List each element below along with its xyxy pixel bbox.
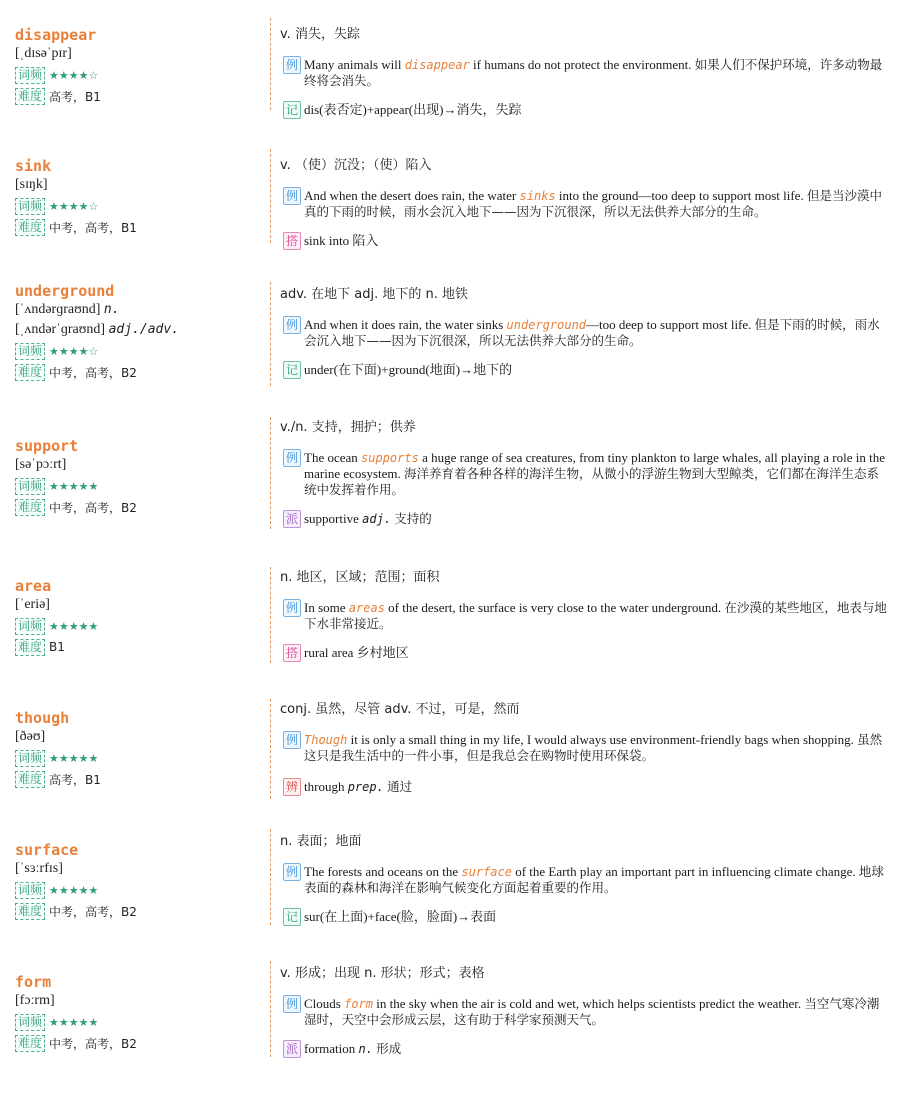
- difficulty-row: [15, 217, 255, 237]
- frequency-stars: ★★★★☆: [49, 199, 99, 213]
- example-badge-icon: 例: [283, 449, 301, 467]
- derivative-badge-icon: 派: [283, 510, 301, 528]
- collocation-text: sink into 陷入: [304, 233, 379, 248]
- example-translation: 地球表面的森林和海洋在影响气候变化方面起着重要的作用。: [304, 864, 884, 895]
- example-badge-icon: 例: [283, 316, 301, 334]
- entry-body: [280, 833, 890, 925]
- example-text-after: —too deep to support most life.: [586, 317, 755, 332]
- frequency-row: [15, 65, 255, 85]
- phonetic: [ðəʊ]: [15, 729, 46, 744]
- frequency-tag: 词频: [15, 618, 45, 635]
- example-text-after: of the Earth play an important part in influencing climate change.: [511, 864, 859, 879]
- difficulty-tag: 难度: [15, 499, 45, 516]
- example-highlight: supports: [361, 451, 419, 465]
- headword[interactable]: area: [15, 577, 52, 595]
- difficulty-value: 中考，高考，B2: [49, 500, 137, 515]
- derivative: [280, 511, 890, 527]
- example-text-before: The forests and oceans on the: [304, 864, 462, 879]
- distinguish-word: through: [304, 779, 345, 794]
- example-highlight: sinks: [519, 189, 556, 203]
- derivative-meaning: 形成: [376, 1041, 402, 1056]
- difficulty-row: [15, 1033, 255, 1053]
- difficulty-row: [15, 769, 255, 789]
- frequency-tag: 词频: [15, 1014, 45, 1031]
- headword[interactable]: support: [15, 437, 79, 455]
- frequency-row: [15, 748, 255, 768]
- example-text-before: And when it does rain, the water sinks: [304, 317, 507, 332]
- example-sentence: [280, 732, 890, 764]
- entry-body: [280, 157, 890, 249]
- headword[interactable]: though: [15, 709, 70, 727]
- example-text-after: into the ground—too deep to support most life.: [555, 188, 807, 203]
- derivative-meaning: 支持的: [394, 511, 432, 526]
- memory-text: under(在下面)+ground(地面)→地下的: [304, 362, 513, 377]
- example-highlight: surface: [461, 865, 512, 879]
- example-sentence: [280, 57, 890, 89]
- entry-body: [280, 286, 890, 378]
- entry-head: [15, 437, 255, 517]
- derivative: [280, 1041, 890, 1057]
- difficulty-value: B1: [49, 640, 65, 654]
- example-highlight: Though: [304, 733, 348, 747]
- entry-divider: [270, 282, 271, 386]
- definition: n. 表面；地面: [280, 834, 362, 849]
- frequency-tag: 词频: [15, 343, 45, 360]
- entry-divider: [270, 18, 271, 110]
- phonetic: [ˈsɜːrfɪs]: [15, 861, 63, 876]
- frequency-row: [15, 1012, 255, 1032]
- difficulty-value: 高考，B1: [49, 772, 101, 787]
- word-entry: [0, 26, 900, 126]
- entry-divider: [270, 699, 271, 799]
- distinguish-pos: prep.: [347, 780, 384, 794]
- example-text-after: a huge range of sea creatures, from tiny plankton to large whales, all playing a role in the marine ecosystem.: [304, 450, 885, 481]
- example-badge-icon: 例: [283, 56, 301, 74]
- entry-body: [280, 26, 890, 118]
- headword[interactable]: sink: [15, 157, 52, 175]
- definition: v./n. 支持，拥护；供养: [280, 420, 416, 435]
- frequency-stars: ★★★★☆: [49, 344, 99, 358]
- entry-divider: [270, 961, 271, 1057]
- difficulty-tag: 难度: [15, 903, 45, 920]
- word-entry: [0, 282, 900, 392]
- definition: adv. 在地下 adj. 地下的 n. 地铁: [280, 287, 469, 302]
- difficulty-value: 中考，高考，B2: [49, 365, 137, 380]
- example-translation: 但是下雨的时候，雨水会沉入地下——因为下沉很深，所以无法供养大部分的生命。: [304, 317, 880, 348]
- entry-divider: [270, 567, 271, 663]
- frequency-stars: ★★★★★: [49, 883, 99, 897]
- definition: v. 消失，失踪: [280, 27, 360, 42]
- phonetic-adj-pos: adj./adv.: [108, 322, 180, 337]
- entry-head: [15, 26, 255, 106]
- entry-head: [15, 157, 255, 237]
- frequency-stars: ★★★★★: [49, 619, 99, 633]
- difficulty-tag: 难度: [15, 1035, 45, 1052]
- example-highlight: areas: [348, 601, 385, 615]
- example-sentence: [280, 188, 890, 220]
- word-entry: [0, 966, 900, 1073]
- definition: v. 形成；出现 n. 形状；形式；表格: [280, 966, 485, 981]
- example-translation: 虽然这只是我生活中的一件小事，但是我总会在购物时使用环保袋。: [304, 732, 883, 763]
- phonetic: [səˈpɔːrt]: [15, 457, 67, 472]
- collocation-text: rural area 乡村地区: [304, 645, 409, 660]
- difficulty-tag: 难度: [15, 364, 45, 381]
- phonetic: [ˌdɪsəˈpɪr]: [15, 46, 72, 61]
- difficulty-value: 中考，高考，B2: [49, 1036, 137, 1051]
- example-translation: 如果人们不保护环境，许多动物最终将会消失。: [304, 57, 883, 88]
- entry-body: [280, 701, 890, 795]
- distinguish: [280, 779, 890, 795]
- example-text-before: Many animals will: [304, 57, 405, 72]
- memory-tip: [280, 362, 890, 378]
- difficulty-row: [15, 637, 255, 657]
- collocation-badge-icon: 搭: [283, 232, 301, 250]
- definition: v. （使）沉没；（使）陷入: [280, 158, 432, 173]
- frequency-row: [15, 341, 255, 361]
- phonetic-noun-pos: n.: [103, 302, 120, 317]
- example-highlight: form: [344, 997, 373, 1011]
- entry-head: [15, 709, 255, 789]
- difficulty-tag: 难度: [15, 219, 45, 236]
- entry-divider: [270, 417, 271, 529]
- difficulty-value: 中考，高考，B1: [49, 220, 137, 235]
- phonetic: [fɔːrm]: [15, 993, 55, 1008]
- frequency-row: [15, 476, 255, 496]
- example-translation: 在沙漠的某些地区，地表与地下水非常接近。: [304, 600, 887, 631]
- frequency-tag: 词频: [15, 198, 45, 215]
- entry-divider: [270, 149, 271, 243]
- frequency-tag: 词频: [15, 882, 45, 899]
- headword[interactable]: underground: [15, 282, 115, 300]
- memory-badge-icon: 记: [283, 101, 301, 119]
- word-entry: [0, 157, 900, 257]
- example-badge-icon: 例: [283, 863, 301, 881]
- word-entry: [0, 834, 900, 941]
- frequency-stars: ★★★★★: [49, 479, 99, 493]
- difficulty-row: [15, 901, 255, 921]
- example-badge-icon: 例: [283, 599, 301, 617]
- example-text-after: of the desert, the surface is very close to the water underground.: [384, 600, 725, 615]
- memory-tip: [280, 102, 890, 118]
- entry-head: [15, 841, 255, 921]
- example-translation: 海洋养育着各种各样的海洋生物，从微小的浮游生物到大型鲸类，它们都在海洋生态系统中发挥着作用。: [304, 466, 880, 497]
- example-text-before: Clouds: [304, 996, 345, 1011]
- derivative-pos: adj.: [362, 512, 392, 526]
- example-text-after: if humans do not protect the environment.: [469, 57, 695, 72]
- example-highlight: underground: [506, 318, 587, 332]
- definition: n. 地区，区域；范围；面积: [280, 570, 440, 585]
- collocation: [280, 233, 890, 249]
- difficulty-tag: 难度: [15, 88, 45, 105]
- phonetic-alt: [15, 320, 255, 340]
- example-badge-icon: 例: [283, 731, 301, 749]
- example-text-before: In some: [304, 600, 349, 615]
- difficulty-value: 中考，高考，B2: [49, 904, 137, 919]
- phonetic: [sɪŋk]: [15, 177, 48, 192]
- frequency-row: [15, 880, 255, 900]
- example-sentence: [280, 864, 890, 896]
- frequency-stars: ★★★★☆: [49, 68, 99, 82]
- frequency-tag: 词频: [15, 750, 45, 767]
- example-text-before: The ocean: [304, 450, 362, 465]
- frequency-row: [15, 196, 255, 216]
- difficulty-value: 高考，B1: [49, 89, 101, 104]
- difficulty-row: [15, 497, 255, 517]
- definition: conj. 虽然，尽管 adv. 不过，可是，然而: [280, 702, 520, 717]
- memory-text: sur(在上面)+face(脸，脸面)→表面: [304, 909, 497, 924]
- frequency-stars: ★★★★★: [49, 1015, 99, 1029]
- phonetic-noun: [ˈʌndərɡraʊnd]: [15, 302, 101, 317]
- example-highlight: disappear: [404, 58, 470, 72]
- example-translation: 当空气寒冷潮湿时，天空中会形成云层，这有助于科学家预测天气。: [304, 996, 880, 1027]
- phonetic: [ˈeriə]: [15, 597, 50, 612]
- phonetic-adj: [ˌʌndərˈɡraʊnd]: [15, 322, 106, 337]
- word-entry: [0, 420, 900, 547]
- memory-badge-icon: 记: [283, 908, 301, 926]
- example-sentence: [280, 317, 890, 349]
- headword[interactable]: surface: [15, 841, 79, 859]
- derivative-word: formation: [304, 1041, 356, 1056]
- derivative-pos: n.: [358, 1042, 373, 1056]
- example-text-after: in the sky when the air is cold and wet, which helps scientists predict the weather.: [373, 996, 805, 1011]
- difficulty-tag: 难度: [15, 771, 45, 788]
- example-sentence: [280, 600, 890, 632]
- example-text-after: it is only a small thing in my life, I would always use environment-friendly bags when shopping.: [347, 732, 858, 747]
- collocation: [280, 645, 890, 661]
- difficulty-row: [15, 362, 255, 382]
- derivative-badge-icon: 派: [283, 1040, 301, 1058]
- entry-body: [280, 965, 890, 1057]
- entry-divider: [270, 829, 271, 925]
- frequency-row: [15, 616, 255, 636]
- headword[interactable]: form: [15, 973, 52, 991]
- phonetic: [15, 300, 255, 320]
- derivative-word: supportive: [304, 511, 359, 526]
- example-translation: 但是当沙漠中真的下雨的时候，雨水会沉入地下——因为下沉很深，所以无法供养大部分的生命。: [304, 188, 882, 219]
- example-sentence: [280, 450, 890, 498]
- entry-head: [15, 973, 255, 1053]
- entry-head: [15, 577, 255, 657]
- frequency-stars: ★★★★★: [49, 751, 99, 765]
- headword[interactable]: disappear: [15, 26, 97, 44]
- distinguish-meaning: 通过: [387, 779, 413, 794]
- entry-body: [280, 569, 890, 661]
- word-entry: [0, 702, 900, 809]
- entry-head: [15, 282, 255, 382]
- difficulty-row: [15, 86, 255, 106]
- example-badge-icon: 例: [283, 187, 301, 205]
- memory-badge-icon: 记: [283, 361, 301, 379]
- frequency-tag: 词频: [15, 478, 45, 495]
- memory-tip: [280, 909, 890, 925]
- frequency-tag: 词频: [15, 67, 45, 84]
- example-sentence: [280, 996, 890, 1028]
- example-badge-icon: 例: [283, 995, 301, 1013]
- entry-body: [280, 419, 890, 527]
- distinguish-badge-icon: 辨: [283, 778, 301, 796]
- difficulty-tag: 难度: [15, 639, 45, 656]
- word-entry: [0, 570, 900, 677]
- example-text-before: And when the desert does rain, the water: [304, 188, 520, 203]
- memory-text: dis(表否定)+appear(出现)→消失，失踪: [304, 102, 522, 117]
- collocation-badge-icon: 搭: [283, 644, 301, 662]
